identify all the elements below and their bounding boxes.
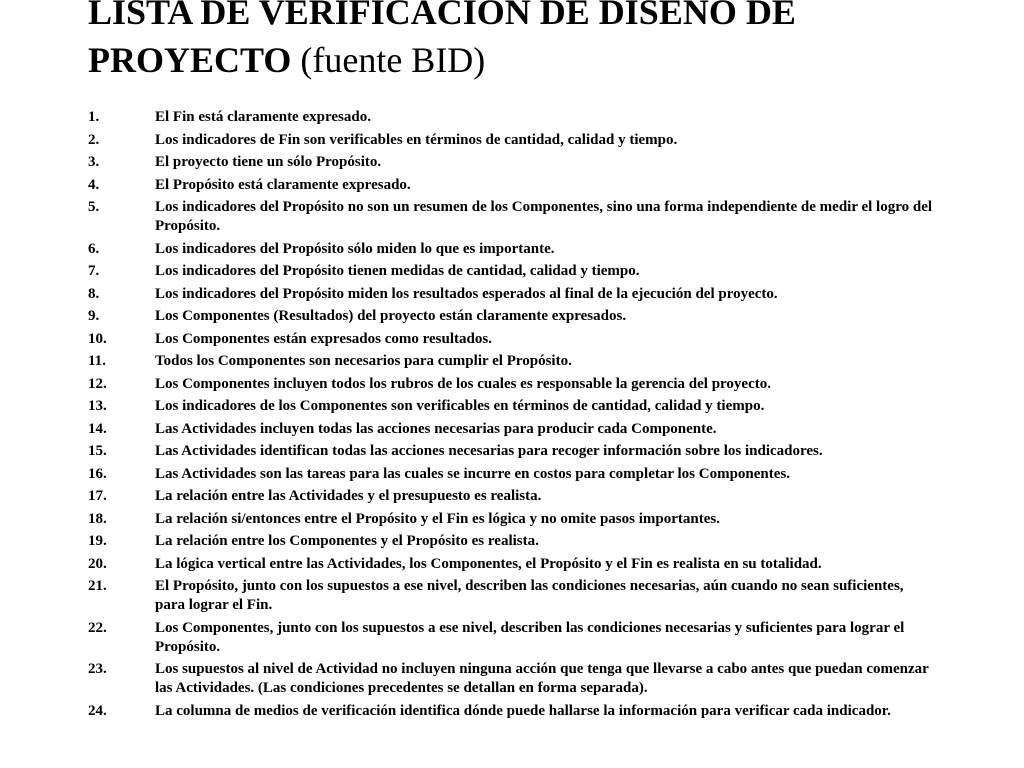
checklist-item [88,619,933,657]
checklist-item-number: 10. [88,330,107,347]
checklist-item-text: Las Actividades identifican todas las acciones necesarias para recoger información sobre los indicadores. [155,443,823,459]
checklist-item [88,555,933,574]
checklist-item-number: 7. [88,263,100,279]
checklist-item [88,108,933,127]
checklist-item-text: Los indicadores del Propósito miden los resultados esperados al final de la ejecución del proyecto. [155,285,778,302]
checklist-item-number: 3. [88,154,100,170]
checklist-item-text: El Fin está claramente expresado. [155,109,371,125]
checklist-item [88,285,933,304]
checklist-item [88,307,933,326]
checklist-item-text: Los indicadores del Propósito tienen medidas de cantidad, calidad y tiempo. [155,263,640,279]
checklist-item-text: Los indicadores de los Componentes son verificables en términos de cantidad, calidad y tiempo. [155,398,765,414]
checklist-item-number: 9. [88,308,100,324]
checklist-item-number: 14. [88,420,107,437]
checklist-item [88,702,933,721]
checklist-item-text: El proyecto tiene un sólo Propósito. [155,154,382,170]
checklist-item-number: 22. [88,619,107,636]
checklist-item-text: La lógica vertical entre las Actividades, los Componentes, el Propósito y el Fin es realista en su totalidad. [155,555,822,572]
checklist [88,108,933,724]
checklist-item [88,375,933,394]
checklist-item-text: Los Componentes incluyen todos los rubros de los cuales es responsable la gerencia del proyecto. [155,375,771,392]
checklist-item-text: La relación entre los Componentes y el Propósito es realista. [155,533,539,549]
checklist-item [88,442,933,461]
checklist-item-text: Las Actividades son las tareas para las cuales se incurre en costos para completar los Componentes. [155,465,790,482]
checklist-item-number: 20. [88,555,107,572]
checklist-item-number: 2. [88,131,100,148]
checklist-item-text: La columna de medios de verificación identifica dónde puede hallarse la información para verificar cada indicador. [155,702,891,719]
checklist-item-text: La relación entre las Actividades y el presupuesto es realista. [155,488,542,504]
checklist-item [88,198,933,236]
slide-title [88,0,988,84]
checklist-item [88,465,933,484]
checklist-item-text: Los Componentes están expresados como resultados. [155,330,492,347]
checklist-item-number: 1. [88,109,100,125]
checklist-item [88,176,933,195]
checklist-item [88,420,933,439]
checklist-item-number: 21. [88,578,107,594]
checklist-item-number: 23. [88,661,107,677]
checklist-item-number: 24. [88,702,107,719]
checklist-item-number: 17. [88,488,107,504]
checklist-item-number: 11. [88,353,106,369]
checklist-item-text: Los indicadores de Fin son verificables en términos de cantidad, calidad y tiempo. [155,131,678,148]
checklist-item-number: 8. [88,285,100,302]
checklist-item [88,487,933,506]
checklist-item-text: Los indicadores del Propósito no son un resumen de los Componentes, sino una forma independiente de medir el logro del Propósito. [155,199,933,234]
checklist-item-number: 4. [88,176,100,193]
checklist-item-text: El Propósito está claramente expresado. [155,176,411,193]
checklist-item-number: 19. [88,533,107,549]
checklist-item-number: 18. [88,510,107,527]
checklist-item [88,577,933,615]
slide-title-source: (fuente BID) [300,40,486,80]
checklist-item [88,153,933,172]
checklist-item-number: 16. [88,465,107,482]
checklist-item-number: 6. [88,240,100,257]
checklist-item-text: Los Componentes, junto con los supuestos a ese nivel, describen las condiciones necesarias y suficientes para lograr el Propósito. [155,619,905,655]
checklist-item-text: Los Componentes (Resultados) del proyecto están claramente expresados. [155,308,627,324]
checklist-item [88,510,933,529]
checklist-item-number: 5. [88,199,100,215]
checklist-item [88,660,933,698]
checklist-item-text: Los indicadores del Propósito sólo miden lo que es importante. [155,240,555,257]
checklist-item-text: El Propósito, junto con los supuestos a ese nivel, describen las condiciones necesarias, aún cuando no sean suficientes, para lograr el Fin. [155,578,904,613]
checklist-item-text: Las Actividades incluyen todas las acciones necesarias para producir cada Componente. [155,420,717,437]
checklist-item [88,397,933,416]
checklist-item [88,262,933,281]
checklist-item [88,131,933,150]
checklist-item-text: La relación si/entonces entre el Propósito y el Fin es lógica y no omite pasos importantes. [155,510,720,527]
slide-title-main: LISTA DE VERIFICACION DE DISENO DE PROYECTO [88,0,796,80]
checklist-item-number: 12. [88,375,107,392]
checklist-item-text: Los supuestos al nivel de Actividad no incluyen ninguna acción que tenga que llevarse a cabo antes que puedan comenzar las Actividades. (Las condiciones precedentes se detallan en forma separada). [155,661,929,696]
checklist-item [88,532,933,551]
checklist-item-text: Todos los Componentes son necesarios para cumplir el Propósito. [155,353,572,369]
checklist-item-number: 15. [88,443,107,459]
checklist-item [88,352,933,371]
checklist-item [88,330,933,349]
checklist-item-number: 13. [88,398,107,414]
checklist-item [88,240,933,259]
